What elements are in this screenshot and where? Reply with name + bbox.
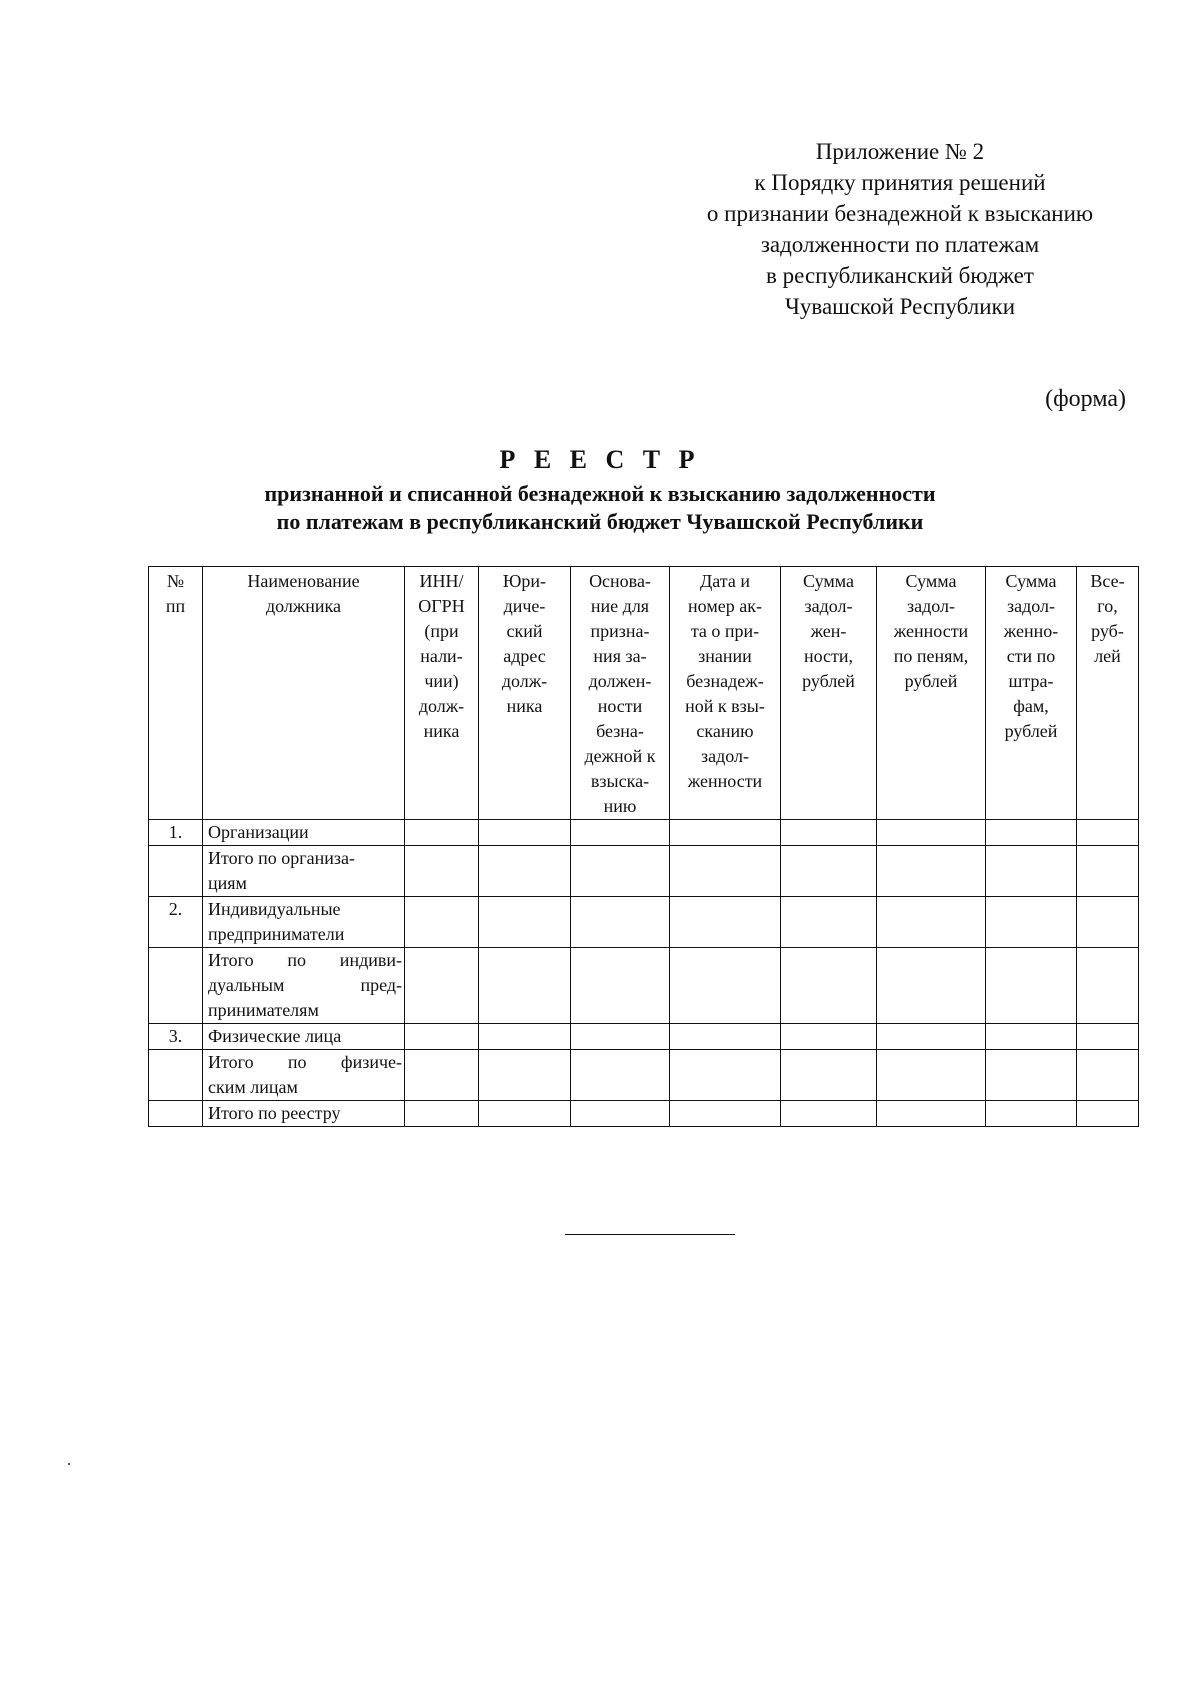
header-legal-address: Юри- диче- ский адрес долж- ника <box>479 567 571 820</box>
row-debtor-category: Организации <box>203 820 405 846</box>
table-row <box>149 820 1139 846</box>
cell-empty <box>1077 820 1139 846</box>
cell-empty <box>670 820 781 846</box>
cell-empty <box>781 1024 877 1050</box>
header-act-date-number: Дата и номер ак- та о при- знании безнадеж- ной к взы- сканию задол- женности <box>670 567 781 820</box>
row-number: 2. <box>149 897 203 948</box>
table-row <box>149 1101 1139 1127</box>
title-main: Р Е Е С Т Р <box>499 445 701 474</box>
cell-empty <box>670 948 781 1024</box>
cell-empty <box>986 820 1077 846</box>
table-row <box>149 1050 1139 1101</box>
cell-empty <box>877 1024 986 1050</box>
cell-empty <box>986 1024 1077 1050</box>
appendix-line: задолженности по платежам <box>760 232 1040 257</box>
appendix-line: в республиканский бюджет <box>766 263 1034 288</box>
cell-empty <box>986 897 1077 948</box>
title-line-1: признанной и списанной безнадежной к взысканию задолженности <box>264 481 936 506</box>
row-debtor-category: Итого по индиви- дуальным пред- принимателям <box>203 948 405 1024</box>
cell-empty <box>405 1050 479 1101</box>
row-number <box>149 1050 203 1101</box>
cell-empty <box>571 1101 670 1127</box>
header-inn-ogrn: ИНН/ ОГРН (при нали- чии) долж- ника <box>405 567 479 820</box>
cell-empty <box>781 897 877 948</box>
cell-empty <box>986 846 1077 897</box>
cell-empty <box>479 1050 571 1101</box>
row-debtor-category: Итого по организа- циям <box>203 846 405 897</box>
cell-empty <box>781 1101 877 1127</box>
appendix-block <box>660 136 1140 322</box>
cell-empty <box>405 1101 479 1127</box>
title-line-2: по платежам в республиканский бюджет Чувашской Республики <box>276 509 924 534</box>
form-note: (форма) <box>1045 386 1126 412</box>
cell-empty <box>405 846 479 897</box>
cell-empty <box>479 1024 571 1050</box>
cell-empty <box>986 1050 1077 1101</box>
cell-empty <box>781 820 877 846</box>
cell-empty <box>479 820 571 846</box>
cell-empty <box>781 1050 877 1101</box>
cell-empty <box>405 897 479 948</box>
cell-empty <box>571 1024 670 1050</box>
cell-empty <box>1077 1101 1139 1127</box>
cell-empty <box>670 1050 781 1101</box>
cell-empty <box>1077 846 1139 897</box>
row-number <box>149 1101 203 1127</box>
cell-empty <box>1077 948 1139 1024</box>
header-number: № пп <box>149 567 203 820</box>
header-total: Все- го, руб- лей <box>1077 567 1139 820</box>
cell-empty <box>670 1024 781 1050</box>
row-debtor-category: Индивидуальные предприниматели <box>203 897 405 948</box>
row-number <box>149 846 203 897</box>
header-basis: Основа- ние для призна- ния за- должен- ности безна- дежной к взыска- нию <box>571 567 670 820</box>
header-fine-amount: Сумма задол- женно- сти по штра- фам, рублей <box>986 567 1077 820</box>
table-row <box>149 948 1139 1024</box>
row-number: 1. <box>149 820 203 846</box>
cell-empty <box>571 897 670 948</box>
header-debt-amount: Сумма задол- жен- ности, рублей <box>781 567 877 820</box>
cell-empty <box>670 1101 781 1127</box>
cell-empty <box>571 948 670 1024</box>
registry-table <box>148 566 1139 1127</box>
cell-empty <box>479 846 571 897</box>
table-header-row <box>149 567 1139 820</box>
cell-empty <box>479 948 571 1024</box>
cell-empty <box>877 897 986 948</box>
cell-empty <box>670 846 781 897</box>
row-number <box>149 948 203 1024</box>
header-penalty-amount: Сумма задол- женности по пеням, рублей <box>877 567 986 820</box>
cell-empty <box>670 897 781 948</box>
table-row <box>149 897 1139 948</box>
row-number: 3. <box>149 1024 203 1050</box>
cell-empty <box>877 846 986 897</box>
scan-speck <box>68 1463 70 1465</box>
cell-empty <box>877 1101 986 1127</box>
table-row <box>149 1024 1139 1050</box>
cell-empty <box>986 1101 1077 1127</box>
cell-empty <box>405 1024 479 1050</box>
cell-empty <box>479 897 571 948</box>
cell-empty <box>877 948 986 1024</box>
row-debtor-category: Итого по реестру <box>203 1101 405 1127</box>
appendix-line: к Порядку принятия решений <box>754 170 1046 195</box>
cell-empty <box>571 1050 670 1101</box>
table-row <box>149 846 1139 897</box>
separator-line <box>565 1234 735 1235</box>
cell-empty <box>781 846 877 897</box>
cell-empty <box>571 820 670 846</box>
cell-empty <box>781 948 877 1024</box>
cell-empty <box>877 820 986 846</box>
header-debtor-name: Наименование должника <box>203 567 405 820</box>
cell-empty <box>405 948 479 1024</box>
cell-empty <box>877 1050 986 1101</box>
row-debtor-category: Итого по физиче- ским лицам <box>203 1050 405 1101</box>
cell-empty <box>1077 897 1139 948</box>
cell-empty <box>1077 1024 1139 1050</box>
appendix-line: Чувашской Республики <box>784 294 1016 319</box>
cell-empty <box>479 1101 571 1127</box>
appendix-line: о признании безнадежной к взысканию <box>706 201 1094 226</box>
cell-empty <box>571 846 670 897</box>
cell-empty <box>986 948 1077 1024</box>
cell-empty <box>405 820 479 846</box>
appendix-line: Приложение № 2 <box>815 139 985 164</box>
cell-empty <box>1077 1050 1139 1101</box>
row-debtor-category: Физические лица <box>203 1024 405 1050</box>
document-title <box>150 444 1050 536</box>
